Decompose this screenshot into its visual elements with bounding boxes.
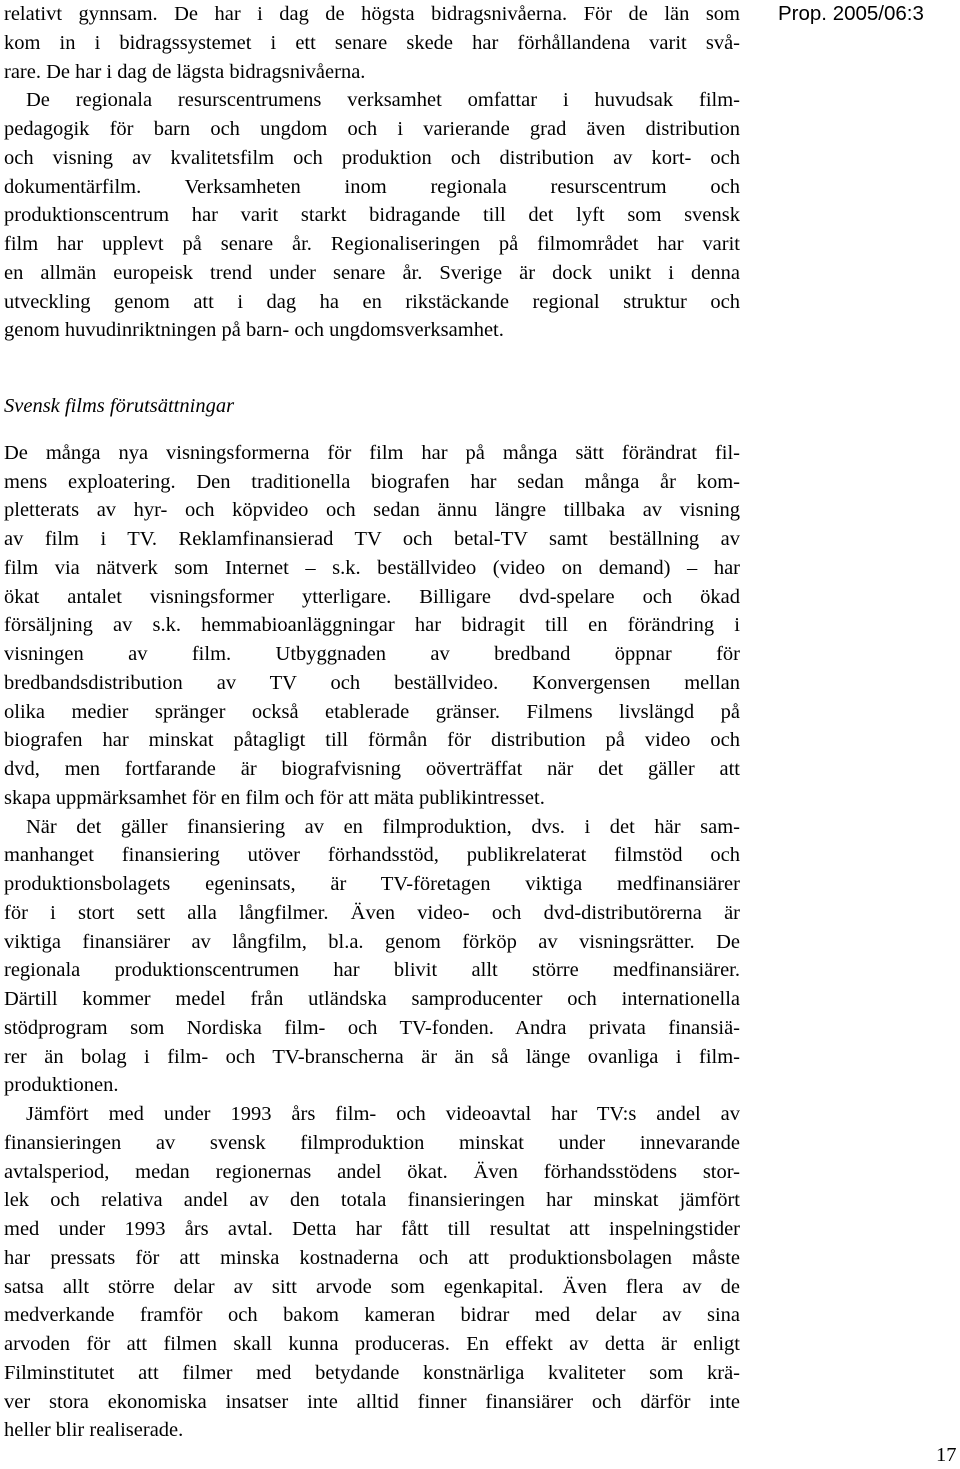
body-line: produktionen. [4,1074,119,1097]
body-line: De många nya visningsformerna för film har på många sätt förändrat fil- [4,441,740,464]
spacer [4,421,740,439]
text-column [4,0,740,1445]
body-line: avtalsperiod, medan regionernas andel ökat. Även förhandsstödens stor- [4,1160,740,1183]
section-heading: Svensk films förutsättningar [4,395,235,417]
body-line: film har upplevt på senare år. Regionaliseringen på filmområdet har varit [4,233,740,255]
page-number: 17 [936,1444,957,1466]
body-line: utveckling genom att i dag ha en rikstäckande regional struktur och [4,290,740,313]
body-line: medverkande framför och bakom kameran bidrar med delar av sina [4,1304,740,1327]
body-line: satsa allt större delar av sitt arvode som egenkapital. Även flera av de [4,1275,740,1298]
body-line: kom in i bidragssystemet i ett senare skede har förhållandena varit svå- [4,31,740,54]
body-line: visningen av film. Utbyggnaden av bredband öppnar för [4,643,740,665]
section-2 [4,439,740,1445]
body-line: film via nätverk som Internet – s.k. beställvideo (video on demand) – har [4,556,740,579]
body-line: regionala produktionscentrumen har blivit allt större medfinansiärer. [4,959,740,982]
section-1 [4,0,740,345]
body-line: dvd, men fortfarande är biografvisning oöverträffat när det gäller att [4,758,740,780]
body-line: biografen har minskat påtagligt till förmån för distribution på video och [4,729,740,752]
spacer [4,345,740,392]
body-line: finansieringen av svensk filmproduktion minskat under innevarande [4,1131,740,1154]
body-line: dokumentärfilm. Verksamheten inom regionala resurscentrum och [4,175,740,198]
body-line: bredbandsdistribution av TV och beställvideo. Konvergensen mellan [4,671,740,694]
body-line: försäljning av s.k. hemmabioanläggningar har bidragit till en förändring i [4,614,740,637]
body-line: lek och relativa andel av den totala finansieringen har minskat jämfört [4,1189,740,1212]
body-line: av film i TV. Reklamfinansierad TV och betal-TV samt beställning av [4,528,740,550]
body-line: rer än bolag i film- och TV-branscherna är än så länge ovanliga i film- [4,1045,740,1068]
body-line: har pressats för att minska kostnaderna och att produktionsbolagen måste [4,1246,740,1269]
body-line: en allmän europeisk trend under senare år. Sverige är dock unikt i denna [4,261,740,284]
body-line: produktionsbolagets egeninsats, är TV-företagen viktiga medfinansiärer [4,873,740,895]
body-line: genom huvudinriktningen på barn- och ungdomsverksamhet. [4,319,504,342]
body-line: och visning av kvalitetsfilm och produktion och distribution av kort- och [4,146,740,169]
body-line: pletterats av hyr- och köpvideo och sedan ännu längre tillbaka av visning [4,499,740,522]
body-line: Filminstitutet att filmer med betydande konstnärliga kvaliteter som krä- [4,1361,740,1384]
body-line: rare. De har i dag de lägsta bidragsnivåerna. [4,60,366,83]
body-line: ökat antalet visningsformer ytterligare. Billigare dvd-spelare och ökad [4,585,740,608]
body-line: mens exploatering. Den traditionella biografen har sedan många år kom- [4,470,740,493]
body-line: Jämfört med under 1993 års film- och videoavtal har TV:s andel av [26,1103,740,1125]
body-line: De regionala resurscentrumens verksamhet omfattar i huvudsak film- [26,89,740,112]
body-line: Därtill kommer medel från utländska samproducenter och internationella [4,988,740,1010]
body-line: pedagogik för barn och ungdom och i varierande grad även distribution [4,118,740,140]
body-line: ver stora ekonomiska insatser inte alltid finner finansiärer och därför inte [4,1390,740,1413]
body-line: heller blir realiserade. [4,1419,184,1442]
body-line: manhanget finansiering utöver förhandsstöd, publikrelaterat filmstöd och [4,844,740,867]
body-line: relativt gynnsam. De har i dag de högsta bidragsnivåerna. För de län som [4,3,740,25]
margin-reference: Prop. 2005/06:3 [778,2,924,25]
body-line: med under 1993 års avtal. Detta har fått till resultat att inspelningstider [4,1218,740,1240]
body-line: produktionscentrum har varit starkt bidragande till det lyft som svensk [4,204,740,227]
body-line: arvoden för att filmen skall kunna produceras. En effekt av detta är enligt [4,1333,740,1355]
body-line: för i stort sett alla långfilmer. Även video- och dvd-distributörerna är [4,901,740,924]
body-line: skapa uppmärksamhet för en film och för att mäta publikintresset. [4,786,545,809]
body-line: viktiga finansiärer av långfilm, bl.a. genom förköp av visningsrätter. De [4,930,740,953]
body-line: stödprogram som Nordiska film- och TV-fonden. Andra privata finansiä- [4,1016,740,1039]
body-line: olika medier spränger också etablerade gränser. Filmens livslängd på [4,700,740,723]
body-line: När det gäller finansiering av en filmproduktion, dvs. i det här sam- [26,815,740,838]
